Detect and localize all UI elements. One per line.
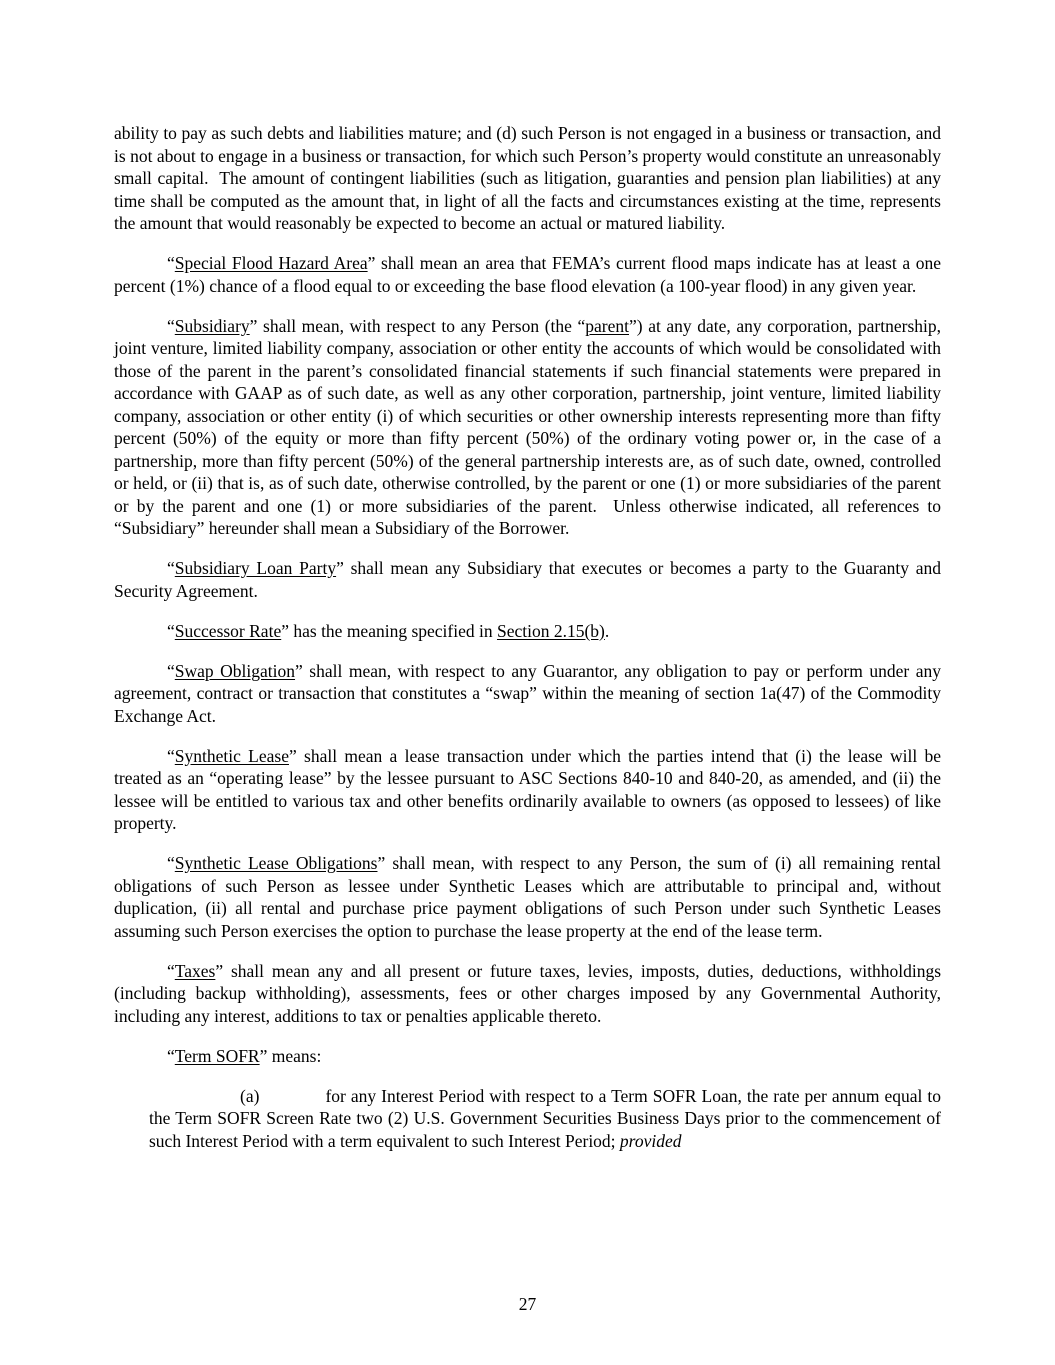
paragraph xyxy=(114,557,941,602)
text-segment: . xyxy=(604,620,610,641)
paragraph xyxy=(114,852,941,942)
text-segment: “ xyxy=(167,853,175,873)
text-segment: “ xyxy=(167,745,175,766)
text-segment: ” shall mean any Subsidiary that executes or becomes a party to the Guaranty and Security Agreement. xyxy=(114,558,941,601)
defined-term: Swap Obligation xyxy=(174,660,296,681)
defined-term: Subsidiary xyxy=(174,315,250,336)
text-segment: ability to pay as such debts and liabilities mature; and (d) such Person is not engaged in a business or transaction, and is not about to engage in a business or transaction, for which such Person’s property would constitute an unreasonably small capital. The amount of contingent liabilities (such as litigation, guaranties and pension plan liabilities) at any time shall be computed as the amount that, in light of all the facts and circumstances existing at the time, represents the amount that would reasonably be expected to become an actual or matured liability. xyxy=(114,123,941,233)
defined-term: Successor Rate xyxy=(174,620,282,641)
text-segment: ” shall mean an area that FEMA’s current flood maps indicate has at least a one percent (1%) chance of a flood equal to or exceeding the base flood elevation (a 100-year flood) in any given year. xyxy=(114,253,942,296)
defined-term: Special Flood Hazard Area xyxy=(174,253,368,273)
page-number: 27 xyxy=(518,1294,537,1314)
text-segment: ” shall mean, with respect to any Person (the “ xyxy=(249,315,586,336)
paragraph xyxy=(114,960,941,1028)
defined-term: Taxes xyxy=(174,960,216,981)
text-segment: “ xyxy=(167,1045,175,1066)
text-segment: ”) at any date, any corporation, partnership, joint venture, limited liability company, association or other entity the accounts of which would be consolidated with those of the parent in the parent’s consolidated financial statements if such financial statements were prepared in accordance with GAAP as of such date, as well as any other corporation, partnership, joint venture, limited liability company, association or other entity (i) of which securities or other ownership interests representing more than fifty percent (50%) of the equity or more than fifty percent (50%) of the ordinary voting power or, in the case of a partnership, more than fifty percent (50%) of the general partnership interests are, as of such date, owned, controlled or held, or (ii) that is, as of such date, otherwise controlled, by the parent or one (1) or more subsidiaries of the parent or by the parent and one (1) or more subsidiaries of the parent. Unless otherwise indicated, all references to “Subsidiary” hereunder shall mean a Subsidiary of the Borrower. xyxy=(114,315,941,538)
paragraph xyxy=(114,252,941,297)
text-segment: “ xyxy=(167,558,175,578)
defined-term: Term SOFR xyxy=(174,1045,260,1066)
text-segment: “ xyxy=(167,253,175,273)
text-segment: for any Interest Period with respect to a Term SOFR Loan, the rate per annum equal to the Term SOFR Screen Rate two (2) U.S. Government Securities Business Days prior to the commencement of such Interest Period with a term equivalent to such Interest Period; xyxy=(149,1085,941,1151)
text-segment: “ xyxy=(167,620,175,641)
text-segment: ” shall mean, with respect to any Guarantor, any obligation to pay or perform under any agreement, contract or transaction that constitutes a “swap” within the meaning of section 1a(47) of the Commodity Exchange Act. xyxy=(114,660,941,726)
text-segment: ” means: xyxy=(259,1045,322,1066)
paragraph xyxy=(114,745,941,835)
paragraph xyxy=(114,315,941,540)
document-body xyxy=(114,122,941,1152)
text-segment: “ xyxy=(167,315,175,336)
text-segment: ” has the meaning specified in xyxy=(281,620,497,641)
text-segment: ” shall mean, with respect to any Person, the sum of (i) all remaining rental obligations of such Person as lessee under Synthetic Leases which are attributable to principal and, without duplication, (ii) all rental and purchase price payment obligations of such Person under such Synthetic Leases assuming such Person exercises the option to purchase the lease property at the end of the lease term. xyxy=(114,853,941,941)
defined-term: Synthetic Lease Obligations xyxy=(174,853,378,873)
italic-term: provided xyxy=(619,1130,682,1151)
text-segment: (a) xyxy=(240,1085,260,1106)
paragraph xyxy=(149,1085,941,1153)
paragraph xyxy=(114,122,941,235)
text-segment: ” shall mean a lease transaction under which the parties intend that (i) the lease will be treated as an “operating lease” by the lessee pursuant to ASC Sections 840-10 and 840-20, as amended, and (ii) the lessee will be entitled to various tax and other benefits ordinarily available to owners (as opposed to lessees) of like property. xyxy=(114,745,942,833)
defined-term: Synthetic Lease xyxy=(174,745,289,766)
text-segment: “ xyxy=(167,960,175,981)
paragraph xyxy=(114,660,941,728)
defined-term: Subsidiary Loan Party xyxy=(174,558,337,578)
paragraph xyxy=(114,1045,941,1068)
defined-term: parent xyxy=(585,315,629,336)
defined-term: Section 2.15(b) xyxy=(496,620,605,641)
text-segment: “ xyxy=(167,660,175,681)
text-segment: ” shall mean any and all present or future taxes, levies, imposts, duties, deductions, withholdings (including backup withholding), assessments, fees or other charges imposed by any Governmental Authority, including any interest, additions to tax or penalties applicable thereto. xyxy=(114,960,941,1026)
paragraph xyxy=(114,620,941,643)
